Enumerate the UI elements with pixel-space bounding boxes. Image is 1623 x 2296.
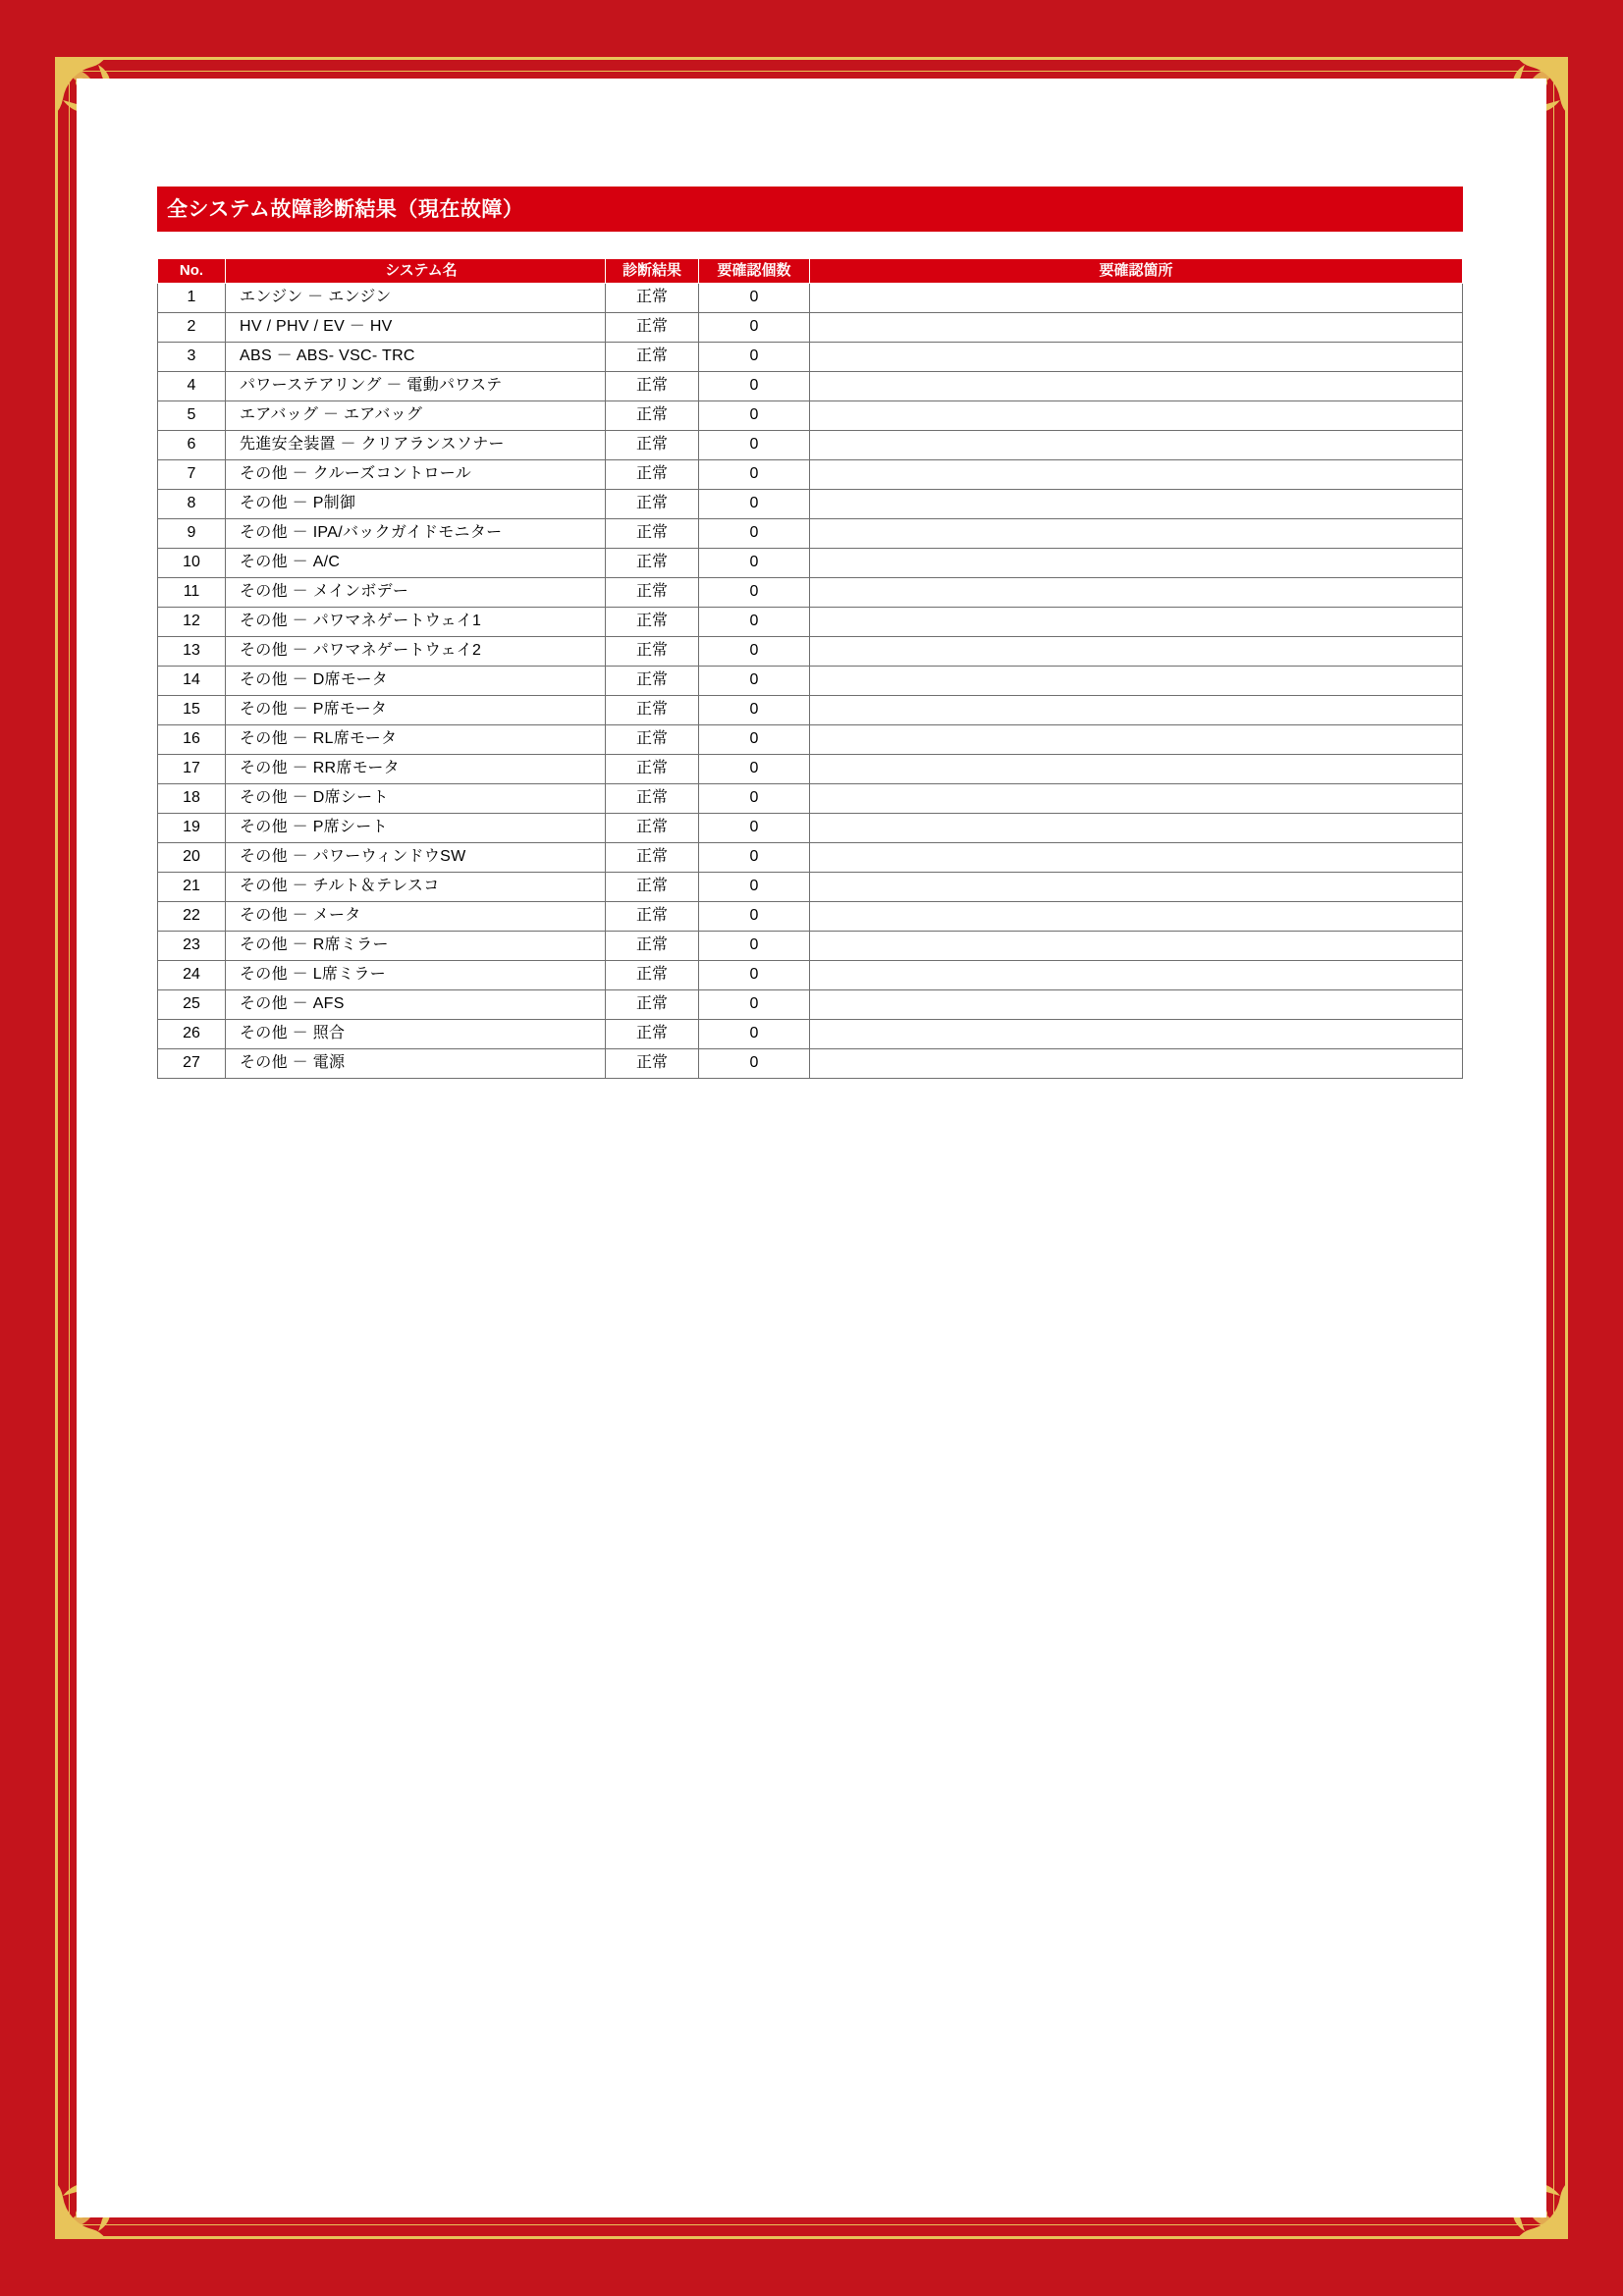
cell-system-name: HV / PHV / EV － HV bbox=[226, 313, 606, 343]
cell-system-name: その他 － L席ミラー bbox=[226, 961, 606, 990]
cell-system-name: その他 － R席ミラー bbox=[226, 932, 606, 961]
cell-no: 24 bbox=[158, 961, 226, 990]
cell-no: 23 bbox=[158, 932, 226, 961]
cell-system-name: その他 － P制御 bbox=[226, 490, 606, 519]
cell-result: 正常 bbox=[606, 961, 699, 990]
cell-location bbox=[810, 343, 1463, 372]
table-body bbox=[158, 284, 1463, 1079]
cell-count: 0 bbox=[699, 1020, 810, 1049]
column-header-system: システム名 bbox=[226, 259, 606, 284]
cell-no: 10 bbox=[158, 549, 226, 578]
cell-no: 11 bbox=[158, 578, 226, 608]
cell-location bbox=[810, 401, 1463, 431]
cell-location bbox=[810, 1049, 1463, 1079]
cell-location bbox=[810, 932, 1463, 961]
cell-result: 正常 bbox=[606, 814, 699, 843]
document-paper bbox=[77, 79, 1546, 2217]
cell-count: 0 bbox=[699, 961, 810, 990]
cell-no: 2 bbox=[158, 313, 226, 343]
table-header-row bbox=[158, 259, 1463, 284]
table-row bbox=[158, 549, 1463, 578]
cell-result: 正常 bbox=[606, 1049, 699, 1079]
cell-count: 0 bbox=[699, 873, 810, 902]
table-row bbox=[158, 490, 1463, 519]
cell-system-name: その他 － AFS bbox=[226, 990, 606, 1020]
cell-no: 4 bbox=[158, 372, 226, 401]
table-row bbox=[158, 873, 1463, 902]
cell-count: 0 bbox=[699, 490, 810, 519]
cell-result: 正常 bbox=[606, 755, 699, 784]
table-row bbox=[158, 755, 1463, 784]
cell-count: 0 bbox=[699, 372, 810, 401]
cell-no: 25 bbox=[158, 990, 226, 1020]
table-row bbox=[158, 284, 1463, 313]
cell-location bbox=[810, 902, 1463, 932]
cell-system-name: その他 － パワマネゲートウェイ2 bbox=[226, 637, 606, 667]
cell-result: 正常 bbox=[606, 549, 699, 578]
cell-no: 21 bbox=[158, 873, 226, 902]
cell-system-name: その他 － パワマネゲートウェイ1 bbox=[226, 608, 606, 637]
cell-location bbox=[810, 696, 1463, 725]
cell-system-name: エアバッグ － エアバッグ bbox=[226, 401, 606, 431]
table-row bbox=[158, 578, 1463, 608]
cell-no: 14 bbox=[158, 667, 226, 696]
table-row bbox=[158, 902, 1463, 932]
cell-location bbox=[810, 873, 1463, 902]
cell-no: 20 bbox=[158, 843, 226, 873]
cell-no: 9 bbox=[158, 519, 226, 549]
cell-location bbox=[810, 372, 1463, 401]
cell-count: 0 bbox=[699, 814, 810, 843]
cell-system-name: その他 － D席シート bbox=[226, 784, 606, 814]
cell-location bbox=[810, 843, 1463, 873]
cell-count: 0 bbox=[699, 990, 810, 1020]
cell-count: 0 bbox=[699, 637, 810, 667]
cell-no: 27 bbox=[158, 1049, 226, 1079]
cell-system-name: その他 － パワーウィンドウSW bbox=[226, 843, 606, 873]
cell-location bbox=[810, 961, 1463, 990]
cell-result: 正常 bbox=[606, 372, 699, 401]
cell-location bbox=[810, 578, 1463, 608]
cell-result: 正常 bbox=[606, 578, 699, 608]
table-row bbox=[158, 313, 1463, 343]
page-title: 全システム故障診断結果（現在故障） bbox=[157, 187, 1463, 232]
cell-location bbox=[810, 460, 1463, 490]
cell-result: 正常 bbox=[606, 725, 699, 755]
cell-result: 正常 bbox=[606, 637, 699, 667]
cell-count: 0 bbox=[699, 932, 810, 961]
cell-result: 正常 bbox=[606, 431, 699, 460]
cell-result: 正常 bbox=[606, 608, 699, 637]
cell-result: 正常 bbox=[606, 343, 699, 372]
cell-result: 正常 bbox=[606, 284, 699, 313]
cell-location bbox=[810, 519, 1463, 549]
cell-system-name: その他 － 照合 bbox=[226, 1020, 606, 1049]
table-row bbox=[158, 990, 1463, 1020]
document-content bbox=[157, 187, 1463, 1079]
cell-count: 0 bbox=[699, 843, 810, 873]
cell-system-name: その他 － メインボデー bbox=[226, 578, 606, 608]
cell-no: 15 bbox=[158, 696, 226, 725]
table-row bbox=[158, 431, 1463, 460]
cell-result: 正常 bbox=[606, 990, 699, 1020]
cell-result: 正常 bbox=[606, 932, 699, 961]
cell-result: 正常 bbox=[606, 667, 699, 696]
cell-result: 正常 bbox=[606, 460, 699, 490]
cell-count: 0 bbox=[699, 1049, 810, 1079]
cell-no: 22 bbox=[158, 902, 226, 932]
table-row bbox=[158, 814, 1463, 843]
cell-system-name: その他 － メータ bbox=[226, 902, 606, 932]
cell-system-name: パワーステアリング － 電動パワステ bbox=[226, 372, 606, 401]
cell-location bbox=[810, 725, 1463, 755]
cell-system-name: その他 － P席モータ bbox=[226, 696, 606, 725]
cell-location bbox=[810, 637, 1463, 667]
table-row bbox=[158, 784, 1463, 814]
table-row bbox=[158, 519, 1463, 549]
column-header-location: 要確認箇所 bbox=[810, 259, 1463, 284]
cell-location bbox=[810, 431, 1463, 460]
cell-result: 正常 bbox=[606, 1020, 699, 1049]
cell-no: 3 bbox=[158, 343, 226, 372]
cell-location bbox=[810, 490, 1463, 519]
cell-location bbox=[810, 313, 1463, 343]
cell-count: 0 bbox=[699, 284, 810, 313]
cell-system-name: その他 － RR席モータ bbox=[226, 755, 606, 784]
column-header-no: No. bbox=[158, 259, 226, 284]
cell-system-name: その他 － クルーズコントロール bbox=[226, 460, 606, 490]
cell-location bbox=[810, 284, 1463, 313]
cell-no: 19 bbox=[158, 814, 226, 843]
table-row bbox=[158, 401, 1463, 431]
cell-result: 正常 bbox=[606, 843, 699, 873]
cell-count: 0 bbox=[699, 431, 810, 460]
cell-result: 正常 bbox=[606, 873, 699, 902]
cell-count: 0 bbox=[699, 460, 810, 490]
cell-count: 0 bbox=[699, 608, 810, 637]
cell-count: 0 bbox=[699, 343, 810, 372]
table-row bbox=[158, 637, 1463, 667]
cell-count: 0 bbox=[699, 696, 810, 725]
cell-result: 正常 bbox=[606, 696, 699, 725]
column-header-result: 診断結果 bbox=[606, 259, 699, 284]
cell-result: 正常 bbox=[606, 902, 699, 932]
cell-system-name: その他 － A/C bbox=[226, 549, 606, 578]
cell-result: 正常 bbox=[606, 490, 699, 519]
cell-count: 0 bbox=[699, 519, 810, 549]
cell-system-name: その他 － チルト＆テレスコ bbox=[226, 873, 606, 902]
cell-count: 0 bbox=[699, 755, 810, 784]
cell-system-name: その他 － IPA/バックガイドモニター bbox=[226, 519, 606, 549]
cell-count: 0 bbox=[699, 784, 810, 814]
cell-no: 12 bbox=[158, 608, 226, 637]
cell-location bbox=[810, 990, 1463, 1020]
table-row bbox=[158, 608, 1463, 637]
cell-no: 13 bbox=[158, 637, 226, 667]
cell-result: 正常 bbox=[606, 313, 699, 343]
table-row bbox=[158, 696, 1463, 725]
cell-location bbox=[810, 784, 1463, 814]
cell-location bbox=[810, 1020, 1463, 1049]
cell-location bbox=[810, 608, 1463, 637]
cell-count: 0 bbox=[699, 667, 810, 696]
cell-count: 0 bbox=[699, 313, 810, 343]
cell-location bbox=[810, 814, 1463, 843]
cell-count: 0 bbox=[699, 725, 810, 755]
table-row bbox=[158, 1020, 1463, 1049]
table-row bbox=[158, 961, 1463, 990]
table-row bbox=[158, 460, 1463, 490]
cell-result: 正常 bbox=[606, 784, 699, 814]
cell-location bbox=[810, 549, 1463, 578]
table-row bbox=[158, 843, 1463, 873]
cell-system-name: ABS － ABS- VSC- TRC bbox=[226, 343, 606, 372]
cell-count: 0 bbox=[699, 401, 810, 431]
cell-count: 0 bbox=[699, 578, 810, 608]
cell-no: 26 bbox=[158, 1020, 226, 1049]
cell-system-name: 先進安全装置 － クリアランスソナー bbox=[226, 431, 606, 460]
cell-no: 7 bbox=[158, 460, 226, 490]
cell-count: 0 bbox=[699, 902, 810, 932]
table-row bbox=[158, 932, 1463, 961]
table-row bbox=[158, 667, 1463, 696]
column-header-count: 要確認個数 bbox=[699, 259, 810, 284]
cell-system-name: その他 － D席モータ bbox=[226, 667, 606, 696]
table-row bbox=[158, 343, 1463, 372]
table-row bbox=[158, 725, 1463, 755]
cell-no: 17 bbox=[158, 755, 226, 784]
table-row bbox=[158, 372, 1463, 401]
cell-system-name: エンジン － エンジン bbox=[226, 284, 606, 313]
cell-system-name: その他 － 電源 bbox=[226, 1049, 606, 1079]
cell-system-name: その他 － P席シート bbox=[226, 814, 606, 843]
cell-no: 18 bbox=[158, 784, 226, 814]
cell-no: 8 bbox=[158, 490, 226, 519]
cell-location bbox=[810, 755, 1463, 784]
cell-result: 正常 bbox=[606, 401, 699, 431]
cell-no: 1 bbox=[158, 284, 226, 313]
cell-count: 0 bbox=[699, 549, 810, 578]
cell-system-name: その他 － RL席モータ bbox=[226, 725, 606, 755]
cell-result: 正常 bbox=[606, 519, 699, 549]
cell-no: 16 bbox=[158, 725, 226, 755]
table-row bbox=[158, 1049, 1463, 1079]
cell-location bbox=[810, 667, 1463, 696]
cell-no: 5 bbox=[158, 401, 226, 431]
diagnostic-results-table bbox=[157, 258, 1463, 1079]
cell-no: 6 bbox=[158, 431, 226, 460]
